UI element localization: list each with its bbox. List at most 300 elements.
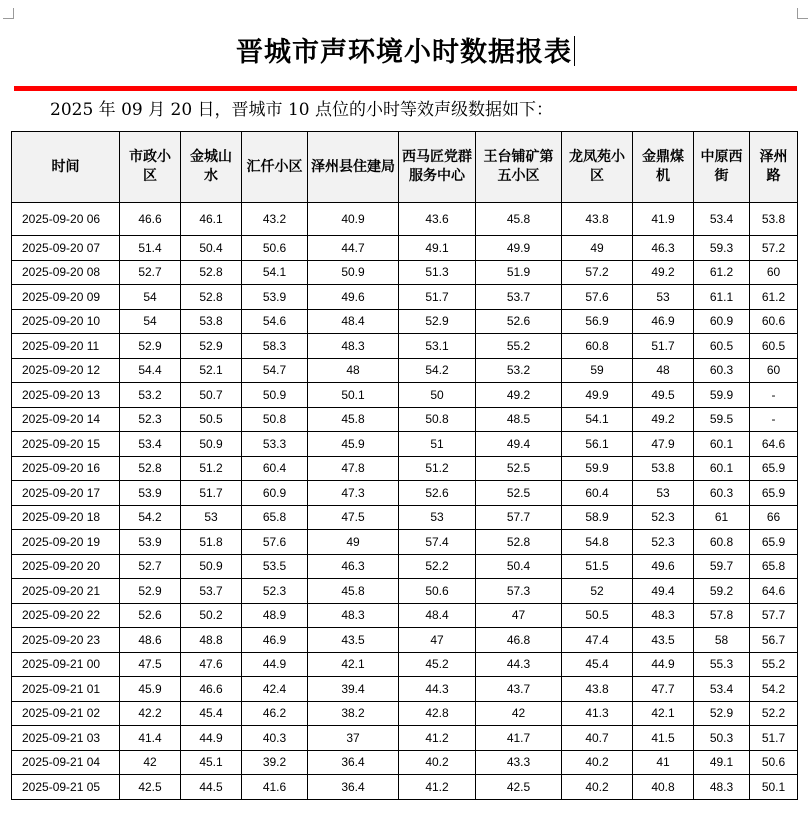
value-cell: 61 [694, 505, 750, 530]
table-row [12, 432, 798, 457]
time-cell: 2025-09-21 05 [12, 775, 120, 800]
value-cell: 53.4 [694, 203, 750, 236]
value-cell: 58 [694, 628, 750, 653]
value-cell: 40.2 [399, 750, 476, 775]
value-cell: 45.4 [181, 701, 242, 726]
value-cell: 54 [120, 285, 181, 310]
value-cell: 64.6 [750, 579, 798, 604]
value-cell: 59.2 [694, 579, 750, 604]
value-cell: 50.6 [242, 236, 308, 261]
value-cell: 64.6 [750, 432, 798, 457]
value-cell: 58.3 [242, 334, 308, 359]
value-cell: 47.4 [562, 628, 633, 653]
time-cell: 2025-09-20 19 [12, 530, 120, 555]
value-cell: 43.5 [633, 628, 694, 653]
value-cell: 48.4 [308, 309, 399, 334]
time-cell: 2025-09-20 09 [12, 285, 120, 310]
value-cell: 44.5 [181, 775, 242, 800]
report-title-line [0, 30, 811, 69]
value-cell: 52.5 [476, 481, 562, 506]
value-cell: 49.6 [308, 285, 399, 310]
value-cell: 60.9 [694, 309, 750, 334]
value-cell: 53.8 [750, 203, 798, 236]
value-cell: 53.9 [120, 530, 181, 555]
value-cell: 53.2 [476, 358, 562, 383]
value-cell: 39.4 [308, 677, 399, 702]
value-cell: 46.9 [242, 628, 308, 653]
value-cell: 60.5 [694, 334, 750, 359]
value-cell: 54.2 [120, 505, 181, 530]
value-cell: 52.8 [181, 260, 242, 285]
header-site-2: 金城山水 [181, 132, 242, 203]
table-row [12, 260, 798, 285]
value-cell: 53 [633, 481, 694, 506]
value-cell: 59.3 [694, 236, 750, 261]
value-cell: 51.7 [633, 334, 694, 359]
value-cell: 44.3 [399, 677, 476, 702]
value-cell: 60.1 [694, 432, 750, 457]
table-row [12, 285, 798, 310]
time-cell: 2025-09-20 06 [12, 203, 120, 236]
value-cell: 50.5 [562, 603, 633, 628]
value-cell: 59 [562, 358, 633, 383]
value-cell: 54.7 [242, 358, 308, 383]
value-cell: 51.2 [181, 456, 242, 481]
page-corner-mark-left [3, 8, 14, 19]
value-cell: 53 [399, 505, 476, 530]
value-cell: 51.7 [181, 481, 242, 506]
value-cell: 57.7 [476, 505, 562, 530]
value-cell: 41.2 [399, 726, 476, 751]
time-cell: 2025-09-20 16 [12, 456, 120, 481]
value-cell: 48.3 [308, 603, 399, 628]
table-row [12, 603, 798, 628]
value-cell: 47.8 [308, 456, 399, 481]
value-cell: 57.8 [694, 603, 750, 628]
value-cell: 44.9 [242, 652, 308, 677]
value-cell: 52.6 [476, 309, 562, 334]
value-cell: 49.1 [399, 236, 476, 261]
value-cell: 48.3 [694, 775, 750, 800]
time-cell: 2025-09-20 22 [12, 603, 120, 628]
value-cell: 52.7 [120, 260, 181, 285]
value-cell: 49.2 [476, 383, 562, 408]
value-cell: 60.4 [242, 456, 308, 481]
value-cell: 45.9 [120, 677, 181, 702]
value-cell: 51.9 [476, 260, 562, 285]
value-cell: 65.8 [242, 505, 308, 530]
table-row [12, 726, 798, 751]
value-cell: 46.9 [633, 309, 694, 334]
value-cell: 54.1 [242, 260, 308, 285]
time-cell: 2025-09-20 12 [12, 358, 120, 383]
value-cell: 57.4 [399, 530, 476, 555]
value-cell: 56.9 [562, 309, 633, 334]
time-cell: 2025-09-21 03 [12, 726, 120, 751]
value-cell: 46.6 [120, 203, 181, 236]
value-cell: 52.9 [694, 701, 750, 726]
value-cell: 60.8 [694, 530, 750, 555]
header-site-7: 龙凤苑小区 [562, 132, 633, 203]
text-cursor [574, 36, 575, 66]
value-cell: 48.3 [308, 334, 399, 359]
time-cell: 2025-09-20 11 [12, 334, 120, 359]
value-cell: 42.2 [120, 701, 181, 726]
value-cell: 53 [181, 505, 242, 530]
value-cell: 43.8 [562, 203, 633, 236]
value-cell: 41.4 [120, 726, 181, 751]
value-cell: 45.8 [308, 579, 399, 604]
value-cell: 48.8 [181, 628, 242, 653]
value-cell: 42 [476, 701, 562, 726]
time-cell: 2025-09-21 00 [12, 652, 120, 677]
value-cell: 50.3 [694, 726, 750, 751]
table-header-row [12, 132, 798, 203]
time-cell: 2025-09-21 02 [12, 701, 120, 726]
value-cell: 48 [633, 358, 694, 383]
value-cell: 46.3 [633, 236, 694, 261]
value-cell: 48.6 [120, 628, 181, 653]
value-cell: 60 [750, 260, 798, 285]
value-cell: 43.7 [476, 677, 562, 702]
value-cell: 52.3 [120, 407, 181, 432]
value-cell: 57.7 [750, 603, 798, 628]
value-cell: 49.2 [633, 260, 694, 285]
value-cell: 60.4 [562, 481, 633, 506]
value-cell: 61.2 [750, 285, 798, 310]
value-cell: 44.9 [181, 726, 242, 751]
value-cell: 49.1 [694, 750, 750, 775]
value-cell: 50.9 [181, 554, 242, 579]
value-cell: 55.2 [476, 334, 562, 359]
value-cell: 40.8 [633, 775, 694, 800]
value-cell: 45.1 [181, 750, 242, 775]
value-cell: 60.9 [242, 481, 308, 506]
time-cell: 2025-09-20 21 [12, 579, 120, 604]
value-cell: 57.6 [562, 285, 633, 310]
value-cell: 52.2 [750, 701, 798, 726]
value-cell: 44.7 [308, 236, 399, 261]
value-cell: 52.3 [242, 579, 308, 604]
table-row [12, 358, 798, 383]
table-row [12, 383, 798, 408]
value-cell: 47.9 [633, 432, 694, 457]
value-cell: 51.5 [562, 554, 633, 579]
value-cell: 59.5 [694, 407, 750, 432]
value-cell: 52.8 [181, 285, 242, 310]
table-row [12, 309, 798, 334]
value-cell: 54.2 [399, 358, 476, 383]
value-cell: 50.1 [750, 775, 798, 800]
value-cell: 47.5 [308, 505, 399, 530]
value-cell: 52.1 [181, 358, 242, 383]
time-cell: 2025-09-20 17 [12, 481, 120, 506]
value-cell: 60.3 [694, 481, 750, 506]
table-body [12, 203, 798, 800]
value-cell: 41.6 [242, 775, 308, 800]
value-cell: 54.2 [750, 677, 798, 702]
time-cell: 2025-09-20 13 [12, 383, 120, 408]
time-cell: 2025-09-20 15 [12, 432, 120, 457]
value-cell: 48.3 [633, 603, 694, 628]
value-cell: 52.7 [120, 554, 181, 579]
value-cell: 61.2 [694, 260, 750, 285]
value-cell: 58.9 [562, 505, 633, 530]
value-cell: 49.9 [562, 383, 633, 408]
value-cell: 51.4 [120, 236, 181, 261]
value-cell: 44.3 [476, 652, 562, 677]
value-cell: 50 [399, 383, 476, 408]
value-cell: 52.9 [181, 334, 242, 359]
table-row [12, 236, 798, 261]
value-cell: 50.4 [476, 554, 562, 579]
value-cell: 49.5 [633, 383, 694, 408]
value-cell: 66 [750, 505, 798, 530]
value-cell: 45.9 [308, 432, 399, 457]
value-cell: 48.4 [399, 603, 476, 628]
value-cell: 50.1 [308, 383, 399, 408]
value-cell: 49.6 [633, 554, 694, 579]
value-cell: 41.5 [633, 726, 694, 751]
value-cell: 42.4 [242, 677, 308, 702]
time-cell: 2025-09-21 04 [12, 750, 120, 775]
value-cell: 45.2 [399, 652, 476, 677]
value-cell: 60.3 [694, 358, 750, 383]
value-cell: 53.9 [120, 481, 181, 506]
value-cell: 49 [308, 530, 399, 555]
value-cell: 48.5 [476, 407, 562, 432]
value-cell: 56.7 [750, 628, 798, 653]
value-cell: 50.8 [242, 407, 308, 432]
time-cell: 2025-09-20 23 [12, 628, 120, 653]
value-cell: 53 [633, 285, 694, 310]
table-row [12, 775, 798, 800]
value-cell: 53.5 [242, 554, 308, 579]
value-cell: 41.7 [476, 726, 562, 751]
value-cell: 47.7 [633, 677, 694, 702]
time-cell: 2025-09-20 18 [12, 505, 120, 530]
value-cell: 42.8 [399, 701, 476, 726]
table-row [12, 481, 798, 506]
value-cell: 42.5 [476, 775, 562, 800]
table-row [12, 456, 798, 481]
value-cell: 37 [308, 726, 399, 751]
value-cell: 52.5 [476, 456, 562, 481]
value-cell: 60.6 [750, 309, 798, 334]
value-cell: 53.4 [694, 677, 750, 702]
value-cell: 45.4 [562, 652, 633, 677]
value-cell: 46.8 [476, 628, 562, 653]
value-cell: 53.8 [181, 309, 242, 334]
value-cell: 53.2 [120, 383, 181, 408]
value-cell: 48 [308, 358, 399, 383]
value-cell: 51.7 [750, 726, 798, 751]
report-subtitle: 2025 年 09 月 20 日，晋城市 10 点位的小时等效声级数据如下： [50, 100, 553, 120]
value-cell: 36.4 [308, 750, 399, 775]
table-row [12, 750, 798, 775]
value-cell: 43.5 [308, 628, 399, 653]
value-cell: 50.6 [399, 579, 476, 604]
value-cell: 44.9 [633, 652, 694, 677]
value-cell: 60.5 [750, 334, 798, 359]
value-cell: 46.3 [308, 554, 399, 579]
value-cell: 40.2 [562, 775, 633, 800]
value-cell: 52.3 [633, 505, 694, 530]
value-cell: 54.1 [562, 407, 633, 432]
value-cell: 55.3 [694, 652, 750, 677]
header-site-10: 泽州路 [750, 132, 798, 203]
value-cell: 53.3 [242, 432, 308, 457]
value-cell: 50.8 [399, 407, 476, 432]
value-cell: 50.2 [181, 603, 242, 628]
value-cell: 47 [399, 628, 476, 653]
value-cell: - [750, 407, 798, 432]
value-cell: 41.2 [399, 775, 476, 800]
value-cell: 42 [120, 750, 181, 775]
value-cell: 52.2 [399, 554, 476, 579]
header-site-8: 金鼎煤机 [633, 132, 694, 203]
value-cell: 54.4 [120, 358, 181, 383]
value-cell: 61.1 [694, 285, 750, 310]
value-cell: 43.6 [399, 203, 476, 236]
value-cell: 42.1 [633, 701, 694, 726]
report-title: 晋城市声环境小时数据报表 [236, 37, 572, 68]
value-cell: 49.9 [476, 236, 562, 261]
value-cell: 41 [633, 750, 694, 775]
value-cell: 51.8 [181, 530, 242, 555]
value-cell: 45.8 [308, 407, 399, 432]
header-site-9: 中原西街 [694, 132, 750, 203]
value-cell: 53.1 [399, 334, 476, 359]
value-cell: 52.9 [120, 579, 181, 604]
value-cell: 41.3 [562, 701, 633, 726]
value-cell: 49.4 [476, 432, 562, 457]
value-cell: 54.8 [562, 530, 633, 555]
value-cell: 36.4 [308, 775, 399, 800]
value-cell: 51.2 [399, 456, 476, 481]
header-site-5: 西马匠党群服务中心 [399, 132, 476, 203]
table-row [12, 579, 798, 604]
value-cell: 53.8 [633, 456, 694, 481]
value-cell: 65.9 [750, 481, 798, 506]
table-row [12, 677, 798, 702]
value-cell: 52.9 [399, 309, 476, 334]
value-cell: 52.6 [399, 481, 476, 506]
value-cell: 42.1 [308, 652, 399, 677]
value-cell: 48.9 [242, 603, 308, 628]
value-cell: 50.9 [181, 432, 242, 457]
table-row [12, 407, 798, 432]
value-cell: 52.6 [120, 603, 181, 628]
table-row [12, 628, 798, 653]
value-cell: 47 [476, 603, 562, 628]
header-time: 时间 [12, 132, 120, 203]
value-cell: 54 [120, 309, 181, 334]
time-cell: 2025-09-20 14 [12, 407, 120, 432]
value-cell: 45.8 [476, 203, 562, 236]
value-cell: 50.4 [181, 236, 242, 261]
value-cell: 43.2 [242, 203, 308, 236]
value-cell: 53.7 [181, 579, 242, 604]
value-cell: 49.4 [633, 579, 694, 604]
value-cell: 55.2 [750, 652, 798, 677]
value-cell: - [750, 383, 798, 408]
value-cell: 52.8 [120, 456, 181, 481]
value-cell: 52 [562, 579, 633, 604]
value-cell: 65.9 [750, 456, 798, 481]
table-row [12, 334, 798, 359]
value-cell: 49.2 [633, 407, 694, 432]
value-cell: 40.7 [562, 726, 633, 751]
value-cell: 57.2 [750, 236, 798, 261]
value-cell: 52.3 [633, 530, 694, 555]
table-row [12, 554, 798, 579]
value-cell: 43.8 [562, 677, 633, 702]
value-cell: 54.6 [242, 309, 308, 334]
value-cell: 42.5 [120, 775, 181, 800]
value-cell: 53.4 [120, 432, 181, 457]
value-cell: 59.9 [694, 383, 750, 408]
value-cell: 50.9 [308, 260, 399, 285]
value-cell: 46.1 [181, 203, 242, 236]
value-cell: 50.6 [750, 750, 798, 775]
value-cell: 57.3 [476, 579, 562, 604]
value-cell: 47.6 [181, 652, 242, 677]
value-cell: 50.5 [181, 407, 242, 432]
header-site-6: 王台铺矿第五小区 [476, 132, 562, 203]
table-row [12, 530, 798, 555]
value-cell: 52.8 [476, 530, 562, 555]
time-cell: 2025-09-21 01 [12, 677, 120, 702]
value-cell: 51.7 [399, 285, 476, 310]
time-cell: 2025-09-20 10 [12, 309, 120, 334]
value-cell: 57.2 [562, 260, 633, 285]
value-cell: 60 [750, 358, 798, 383]
noise-data-table [11, 131, 798, 800]
value-cell: 43.3 [476, 750, 562, 775]
page-corner-mark-right [797, 8, 808, 19]
value-cell: 60.1 [694, 456, 750, 481]
header-site-3: 汇仟小区 [242, 132, 308, 203]
time-cell: 2025-09-20 07 [12, 236, 120, 261]
red-divider [14, 86, 797, 91]
value-cell: 50.9 [242, 383, 308, 408]
header-site-1: 市政小区 [120, 132, 181, 203]
value-cell: 59.9 [562, 456, 633, 481]
header-site-4: 泽州县住建局 [308, 132, 399, 203]
value-cell: 51 [399, 432, 476, 457]
value-cell: 46.6 [181, 677, 242, 702]
value-cell: 46.2 [242, 701, 308, 726]
value-cell: 47.5 [120, 652, 181, 677]
value-cell: 39.2 [242, 750, 308, 775]
value-cell: 41.9 [633, 203, 694, 236]
value-cell: 53.9 [242, 285, 308, 310]
value-cell: 51.3 [399, 260, 476, 285]
table-row [12, 652, 798, 677]
table-row [12, 203, 798, 236]
value-cell: 50.7 [181, 383, 242, 408]
value-cell: 47.3 [308, 481, 399, 506]
value-cell: 38.2 [308, 701, 399, 726]
table-row [12, 505, 798, 530]
value-cell: 40.9 [308, 203, 399, 236]
value-cell: 52.9 [120, 334, 181, 359]
value-cell: 56.1 [562, 432, 633, 457]
time-cell: 2025-09-20 20 [12, 554, 120, 579]
value-cell: 60.8 [562, 334, 633, 359]
value-cell: 40.2 [562, 750, 633, 775]
